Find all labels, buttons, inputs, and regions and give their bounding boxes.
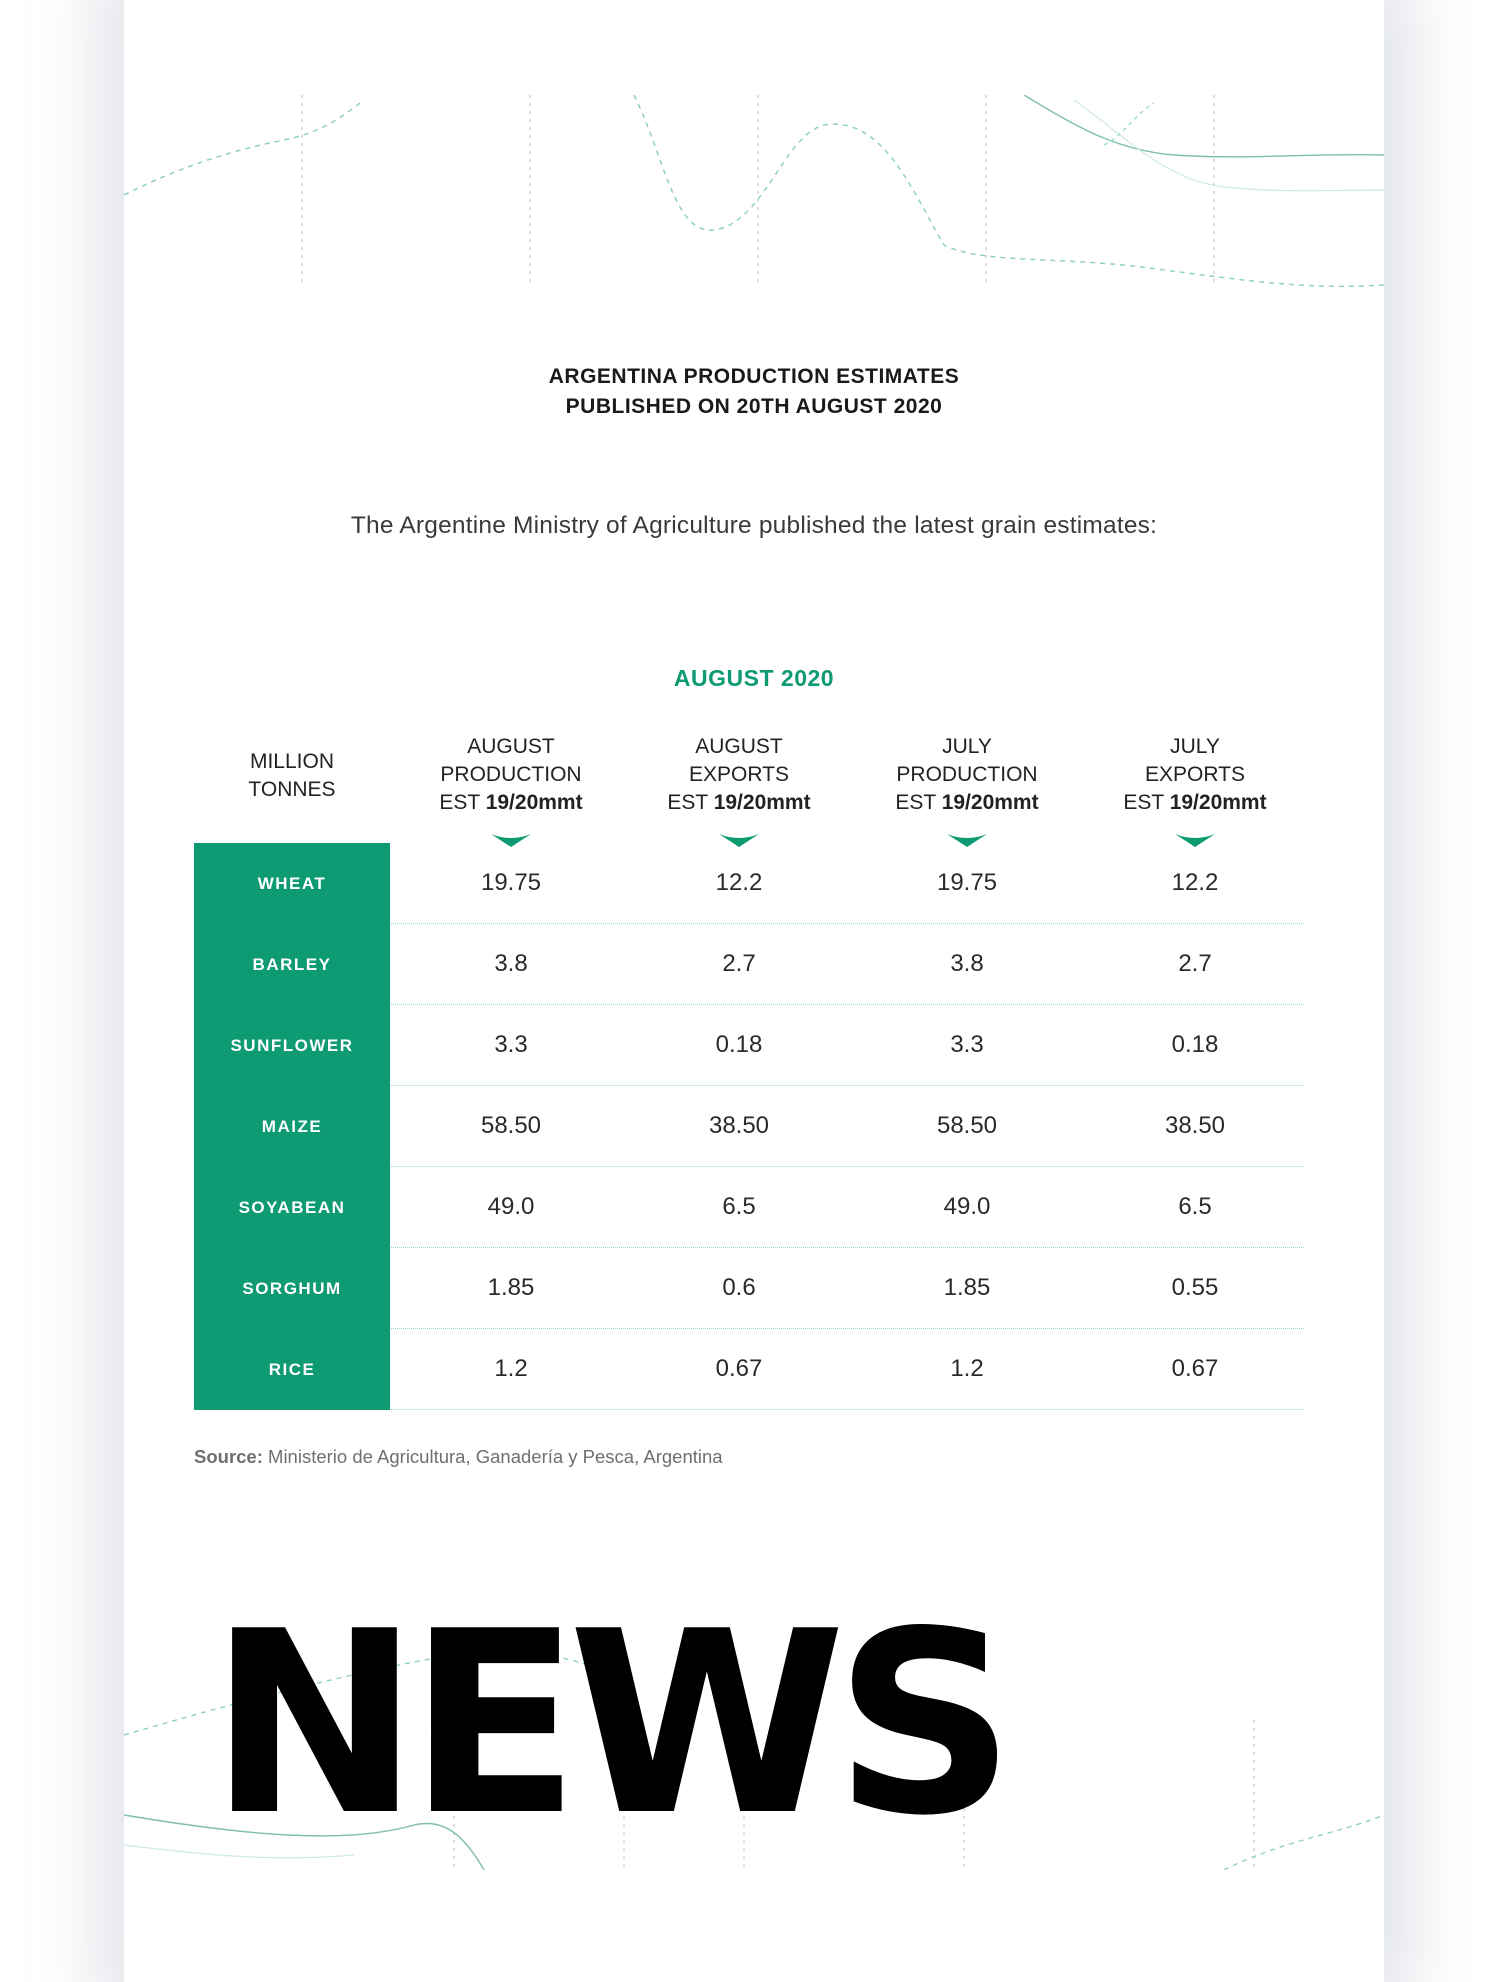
column-header-line-3 bbox=[625, 789, 853, 817]
column-header-line-1: JULY bbox=[1170, 735, 1220, 758]
column-header-line-1: AUGUST bbox=[467, 735, 555, 758]
column-header-line-3 bbox=[397, 789, 625, 817]
column-est-label: EST bbox=[439, 791, 486, 814]
units-line-2: TONNES bbox=[248, 778, 336, 801]
cell-aug-production: 3.3 bbox=[494, 1031, 528, 1058]
cell-jul-production: 1.85 bbox=[943, 1274, 991, 1301]
cell-aug-production: 49.0 bbox=[487, 1193, 535, 1220]
title-line-2: PUBLISHED ON 20TH AUGUST 2020 bbox=[565, 395, 943, 418]
crop-label: SUNFLOWER bbox=[194, 1005, 390, 1086]
crop-label: SOYABEAN bbox=[194, 1167, 390, 1248]
crop-label: SORGHUM bbox=[194, 1248, 390, 1329]
page bbox=[124, 0, 1384, 1982]
crop-label: RICE bbox=[194, 1329, 390, 1410]
cell-jul-production: 58.50 bbox=[936, 1112, 998, 1139]
cell-aug-exports: 0.67 bbox=[715, 1355, 763, 1382]
column-header-line-1: JULY bbox=[942, 735, 992, 758]
column-header-line-2: EXPORTS bbox=[689, 763, 789, 786]
cell-jul-exports: 6.5 bbox=[1178, 1193, 1212, 1220]
news-wordmark: NEWS bbox=[209, 1610, 1004, 1840]
table-row-rice bbox=[194, 1329, 1304, 1410]
decorative-lines-top bbox=[124, 95, 1384, 295]
table-row-soyabean bbox=[194, 1167, 1304, 1248]
cell-aug-production: 3.8 bbox=[494, 950, 528, 977]
column-est-label: EST bbox=[667, 791, 714, 814]
cell-jul-production: 3.8 bbox=[950, 950, 984, 977]
cell-aug-exports: 0.18 bbox=[715, 1031, 763, 1058]
table-row-sunflower bbox=[194, 1005, 1304, 1086]
column-est-label: EST bbox=[1123, 791, 1170, 814]
column-header-line-2: PRODUCTION bbox=[440, 763, 582, 786]
crop-label: MAIZE bbox=[194, 1086, 390, 1167]
cell-jul-production: 3.3 bbox=[950, 1031, 984, 1058]
cell-aug-production: 1.85 bbox=[487, 1274, 535, 1301]
crop-label: WHEAT bbox=[194, 843, 390, 924]
source-label: Source: bbox=[194, 1446, 263, 1467]
cell-aug-exports: 38.50 bbox=[708, 1112, 770, 1139]
cell-jul-exports: 0.18 bbox=[1171, 1031, 1219, 1058]
column-header-august-production bbox=[397, 733, 625, 817]
table-row-maize bbox=[194, 1086, 1304, 1167]
column-period: 19/20mmt bbox=[941, 791, 1039, 814]
units-header bbox=[194, 748, 390, 804]
column-est-label: EST bbox=[895, 791, 942, 814]
cell-aug-exports: 12.2 bbox=[715, 869, 763, 896]
title-line-1: ARGENTINA PRODUCTION ESTIMATES bbox=[548, 365, 960, 388]
source-text: Ministerio de Agricultura, Ganadería y Pesca, Argentina bbox=[262, 1446, 723, 1467]
cell-aug-exports: 0.6 bbox=[722, 1274, 756, 1301]
table-row-barley bbox=[194, 924, 1304, 1005]
cell-jul-exports: 2.7 bbox=[1178, 950, 1212, 977]
source-note bbox=[194, 1446, 723, 1468]
cell-jul-production: 49.0 bbox=[943, 1193, 991, 1220]
table-row-sorghum bbox=[194, 1248, 1304, 1329]
crop-label: BARLEY bbox=[194, 924, 390, 1005]
cell-jul-production: 19.75 bbox=[936, 869, 998, 896]
cell-aug-production: 1.2 bbox=[494, 1355, 528, 1382]
column-header-july-production bbox=[853, 733, 1081, 817]
column-header-line-3 bbox=[1081, 789, 1309, 817]
cell-jul-exports: 0.67 bbox=[1171, 1355, 1219, 1382]
units-line-1: MILLION bbox=[249, 750, 335, 773]
cell-jul-production: 1.2 bbox=[950, 1355, 984, 1382]
cell-aug-exports: 2.7 bbox=[722, 950, 756, 977]
column-header-july-exports bbox=[1081, 733, 1309, 817]
column-header-line-2: EXPORTS bbox=[1145, 763, 1245, 786]
column-header-august-exports bbox=[625, 733, 853, 817]
cell-aug-production: 19.75 bbox=[480, 869, 542, 896]
column-header-line-2: PRODUCTION bbox=[896, 763, 1038, 786]
column-period: 19/20mmt bbox=[485, 791, 583, 814]
cell-aug-exports: 6.5 bbox=[722, 1193, 756, 1220]
cell-jul-exports: 12.2 bbox=[1171, 869, 1219, 896]
estimates-table bbox=[194, 843, 1304, 1410]
column-header-line-1: AUGUST bbox=[695, 735, 783, 758]
table-row-wheat bbox=[194, 843, 1304, 924]
column-header-line-3 bbox=[853, 789, 1081, 817]
cell-jul-exports: 38.50 bbox=[1164, 1112, 1226, 1139]
intro-text: The Argentine Ministry of Agriculture published the latest grain estimates: bbox=[350, 512, 1158, 539]
column-period: 19/20mmt bbox=[713, 791, 811, 814]
cell-aug-production: 58.50 bbox=[480, 1112, 542, 1139]
column-period: 19/20mmt bbox=[1169, 791, 1267, 814]
page-title bbox=[124, 362, 1384, 422]
table-heading: AUGUST 2020 bbox=[673, 665, 835, 691]
cell-jul-exports: 0.55 bbox=[1171, 1274, 1219, 1301]
